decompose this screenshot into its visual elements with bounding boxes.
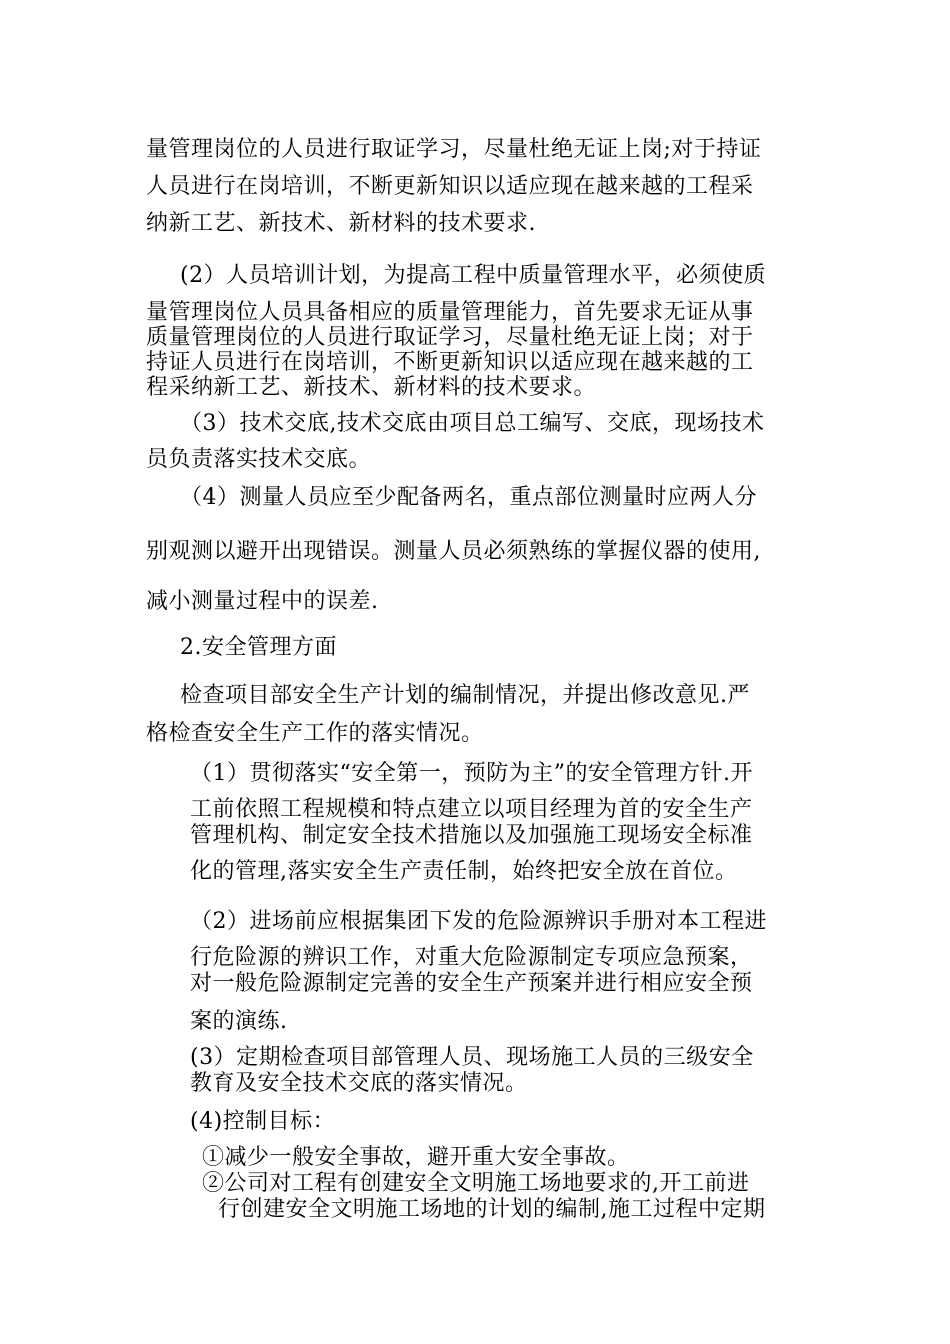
text-line-25: (3）定期检查项目部管理人员、现场施工人员的三级安全	[190, 1045, 754, 1070]
text-line-27: (4)控制目标：	[190, 1109, 336, 1134]
text-line-9: （3）技术交底,技术交底由项目总工编写、交底，现场技术	[180, 411, 765, 436]
text-line-13: 减小测量过程中的误差.	[146, 589, 379, 614]
text-line-22: 行危险源的辨识工作，对重大危险源制定专项应急预案，	[190, 945, 753, 970]
text-line-2: 人员进行在岗培训，不断更新知识以适应现在越来越的工程采	[146, 174, 754, 199]
text-line-16: 格检查安全生产工作的落实情况。	[146, 721, 484, 746]
text-line-4: (2）人员培训计划，为提高工程中质量管理水平，必须使质	[180, 263, 767, 288]
text-line-5: 量管理岗位人员具备相应的质量管理能力，首先要求无证从事	[146, 300, 754, 325]
text-line-8: 程采纳新工艺、新技术、新材料的技术要求。	[146, 375, 597, 400]
text-line-29: ②公司对工程有创建安全文明施工场地要求的,开工前进	[202, 1171, 750, 1196]
text-line-17: （1）贯彻落实“安全第一，预防为主”的安全管理方针.开	[190, 761, 753, 786]
text-line-30: 行创建安全文明施工场地的计划的编制,施工过程中定期	[218, 1197, 766, 1222]
text-line-21: （2）进场前应根据集团下发的危险源辨识手册对本工程进	[190, 909, 767, 934]
text-line-6: 质量管理岗位的人员进行取证学习，尽量杜绝无证上岗；对于	[146, 325, 754, 350]
text-line-10: 员负责落实技术交底。	[146, 447, 372, 472]
text-line-19: 管理机构、制定安全技术措施以及加强施工现场安全标准	[190, 823, 753, 848]
text-line-7: 持证人员进行在岗培训，不断更新知识以适应现在越来越的工	[146, 350, 754, 375]
text-line-11: （4）测量人员应至少配备两名，重点部位测量时应两人分	[180, 485, 757, 510]
text-line-18: 工前依照工程规模和特点建立以项目经理为首的安全生产	[190, 797, 753, 822]
text-line-28: ①减少一般安全事故，避开重大安全事故。	[202, 1145, 630, 1170]
text-line-20: 化的管理,落实安全生产责任制，始终把安全放在首位。	[190, 859, 738, 884]
text-line-1: 量管理岗位的人员进行取证学习，尽量杜绝无证上岗;对于持证	[146, 137, 762, 162]
section-heading-safety: 2.安全管理方面	[180, 635, 337, 660]
text-line-12: 别观测以避开出现错误。测量人员必须熟练的掌握仪器的使用,	[146, 539, 761, 564]
text-line-15: 检查项目部安全生产计划的编制情况，并提出修改意见.严	[180, 683, 750, 708]
text-line-24: 案的演练.	[190, 1009, 288, 1034]
text-line-26: 教育及安全技术交底的落实情况。	[190, 1071, 528, 1096]
text-line-3: 纳新工艺、新技术、新材料的技术要求.	[146, 211, 536, 236]
text-line-23: 对一般危险源制定完善的安全生产预案并进行相应安全预	[190, 971, 753, 996]
